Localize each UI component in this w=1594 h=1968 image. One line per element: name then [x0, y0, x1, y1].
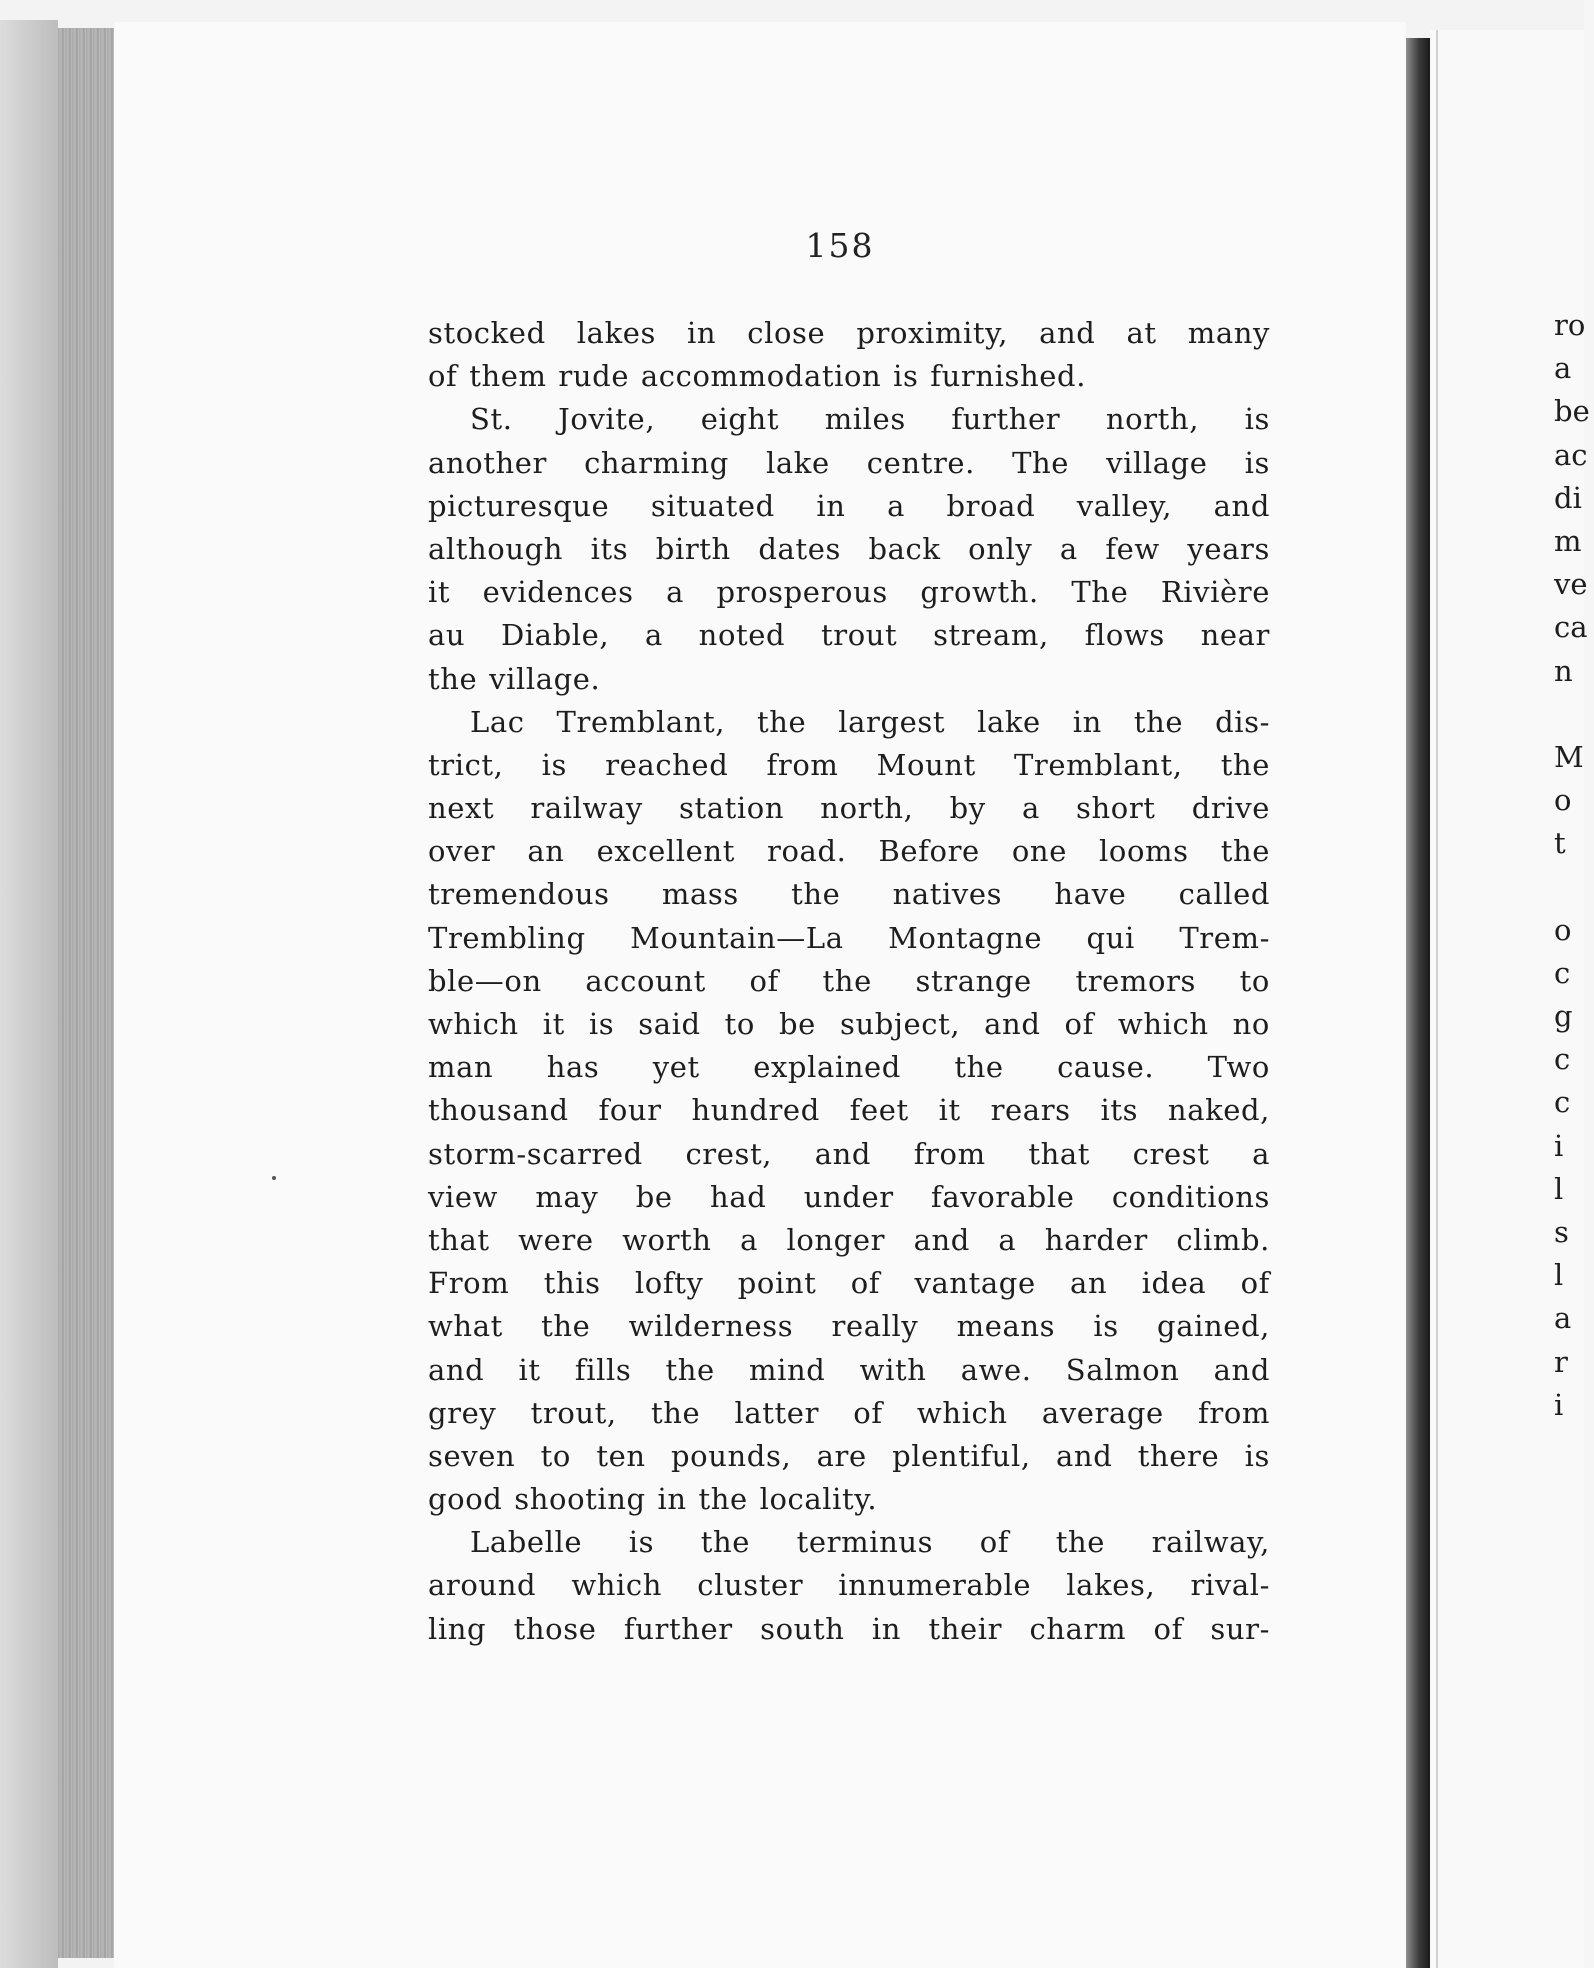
text-line: next railway station north, by a short drive [428, 791, 1270, 826]
facing-page-line-fragment: m [1554, 523, 1582, 558]
text-line: view may be had under favorable conditions [428, 1179, 1270, 1214]
text-line: good shooting in the locality. [428, 1482, 878, 1517]
text-line: which it is said to be subject, and of which no [428, 1007, 1270, 1041]
text-line: picturesque situated in a broad valley, and [428, 488, 1270, 523]
text-line: From this lofty point of vantage an idea of [428, 1266, 1270, 1301]
facing-page-line-fragment: be [1554, 394, 1590, 429]
text-line: tremendous mass the natives have called [428, 877, 1270, 912]
text-line: grey trout, the latter of which average from [428, 1395, 1270, 1430]
facing-page-line-fragment: ac [1554, 437, 1588, 472]
facing-page-line-fragment: l [1554, 1171, 1564, 1206]
facing-page-line-fragment: g [1554, 999, 1573, 1033]
text-line: ling those further south in their charm of sur- [428, 1611, 1270, 1646]
text-line: the village. [428, 661, 601, 696]
text-line: seven to ten pounds, are plentiful, and there is [428, 1438, 1270, 1473]
facing-page-line-fragment [1554, 865, 1584, 908]
text-line: thousand four hundred feet it rears its naked, [428, 1093, 1270, 1128]
facing-page-line-fragment: ro [1554, 308, 1586, 342]
facing-page-line-fragment: ve [1554, 567, 1588, 602]
facing-page-line-fragment: n [1554, 653, 1573, 688]
text-line: another charming lake centre. The village is [428, 445, 1270, 480]
text-line: Trembling Mountain—La Montagne qui Trem- [428, 920, 1270, 955]
text-line: over an excellent road. Before one looms the [428, 834, 1270, 869]
text-line: ble—on account of the strange tremors to [428, 963, 1270, 998]
facing-page-line-fragment: l [1554, 1258, 1564, 1293]
text-line: au Diable, a noted trout stream, flows near [428, 618, 1270, 653]
facing-page-line-fragment: i [1554, 1128, 1564, 1163]
page-edges-stack [58, 28, 114, 1958]
facing-page-line-fragment: r [1554, 1344, 1568, 1379]
facing-page-line-fragment: s [1554, 1214, 1569, 1249]
facing-page-line-fragment: i [1554, 1387, 1564, 1422]
text-line: St. Jovite, eight miles further north, is [470, 402, 1270, 437]
facing-page-line-fragment: a [1554, 351, 1572, 386]
facing-page-line-fragment: c [1554, 1042, 1571, 1077]
text-line: it evidences a prosperous growth. The Rivière [428, 575, 1270, 610]
facing-page-line-fragment: di [1554, 480, 1582, 515]
text-line: of them rude accommodation is furnished. [428, 359, 1087, 394]
facing-page-line-fragment: ca [1554, 610, 1588, 645]
book-gutter [1406, 38, 1430, 1968]
right-page-edge [1436, 30, 1438, 1968]
facing-page-line-fragment: c [1554, 955, 1571, 990]
text-line: trict, is reached from Mount Tremblant, the [428, 747, 1270, 782]
text-line: and it fills the mind with awe. Salmon and [428, 1352, 1270, 1387]
facing-page-line-fragment: o [1554, 912, 1572, 947]
page-body-text [428, 312, 1270, 1651]
text-line: storm-scarred crest, and from that crest a [428, 1136, 1270, 1171]
facing-page-text-fragments [1554, 304, 1594, 1427]
facing-page-line-fragment: M [1554, 739, 1584, 774]
facing-page-line-fragment: o [1554, 783, 1572, 818]
text-line: that were worth a longer and a harder climb. [428, 1222, 1270, 1257]
text-line: around which cluster innumerable lakes, rival- [428, 1568, 1270, 1603]
facing-page-line-fragment: c [1554, 1085, 1571, 1120]
text-line: stocked lakes in close proximity, and at many [428, 316, 1270, 350]
text-line: although its birth dates back only a few years [428, 531, 1270, 566]
text-line: Labelle is the terminus of the railway, [470, 1525, 1270, 1560]
text-line: Lac Tremblant, the largest lake in the dis- [470, 704, 1270, 739]
text-line: what the wilderness really means is gained, [428, 1309, 1270, 1344]
page-number: 158 [805, 226, 875, 265]
scan-speck [272, 1176, 276, 1180]
facing-page-line-fragment: a [1554, 1301, 1572, 1336]
book-left-edge [0, 20, 58, 1968]
text-line: man has yet explained the cause. Two [428, 1050, 1270, 1085]
facing-page-line-fragment: t [1554, 826, 1566, 861]
facing-page-line-fragment [1554, 693, 1584, 736]
